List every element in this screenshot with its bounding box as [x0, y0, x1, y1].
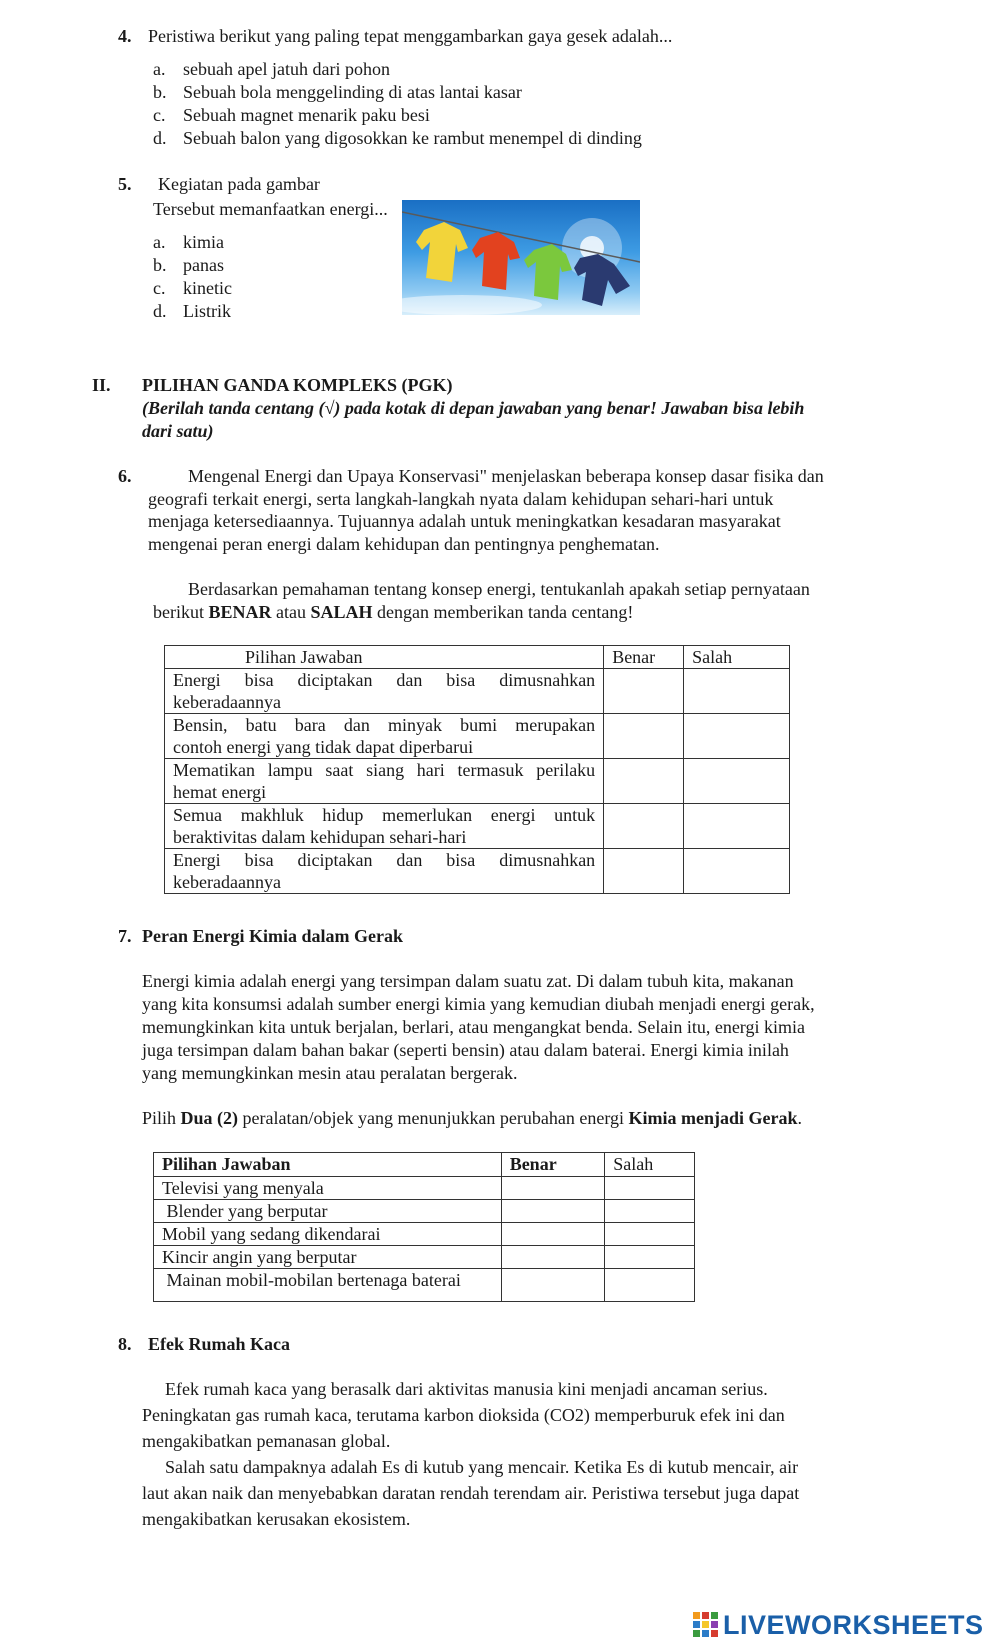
q7-answer-table: [153, 1152, 695, 1302]
liveworksheets-logo-icon: [693, 1612, 719, 1638]
header-benar: Benar: [501, 1153, 605, 1177]
header-benar: Benar: [604, 646, 684, 669]
q7-para-line4: juga tersimpan dalam bahan bakar (seperti bensin) atau dalam baterai. Energi kimia inilah: [142, 1040, 789, 1060]
header-salah: Salah: [605, 1153, 695, 1177]
q5-line1: Kegiatan pada gambar: [158, 174, 320, 194]
option-cell: Mobil yang sedang dikendarai: [154, 1223, 502, 1246]
q5-option-a: a. kimia: [153, 232, 224, 252]
salah-checkbox[interactable]: [684, 849, 790, 894]
benar-checkbox[interactable]: [501, 1177, 605, 1200]
section2-instruction-line1: (Berilah tanda centang (√) pada kotak di depan jawaban yang benar! Jawaban bisa lebih: [142, 398, 805, 418]
q6-number: 6.: [118, 466, 132, 486]
salah-checkbox[interactable]: [684, 669, 790, 714]
q8-para-line2: Peningkatan gas rumah kaca, terutama karbon dioksida (CO2) memperburuk efek ini dan: [142, 1405, 785, 1425]
statement-cell: Bensin, batu bara dan minyak bumi merupakan contoh energi yang tidak dapat diperbarui: [165, 714, 604, 759]
q8-number: 8.: [118, 1334, 132, 1354]
benar-checkbox[interactable]: [604, 714, 684, 759]
clothesline-illustration: [402, 200, 640, 315]
salah-checkbox[interactable]: [684, 804, 790, 849]
q7-para-line1: Energi kimia adalah energi yang tersimpan dalam suatu zat. Di dalam tubuh kita, makanan: [142, 971, 794, 991]
q4-option-d: d. Sebuah balon yang digosokkan ke rambut menempel di dinding: [153, 128, 642, 148]
table-row: [165, 759, 790, 804]
salah-checkbox[interactable]: [684, 714, 790, 759]
q5-option-d: d. Listrik: [153, 301, 231, 321]
option-cell: Kincir angin yang berputar: [154, 1246, 502, 1269]
liveworksheets-wordmark: LIVEWORKSHEETS: [723, 1609, 984, 1640]
q4-option-b: b. Sebuah bola menggelinding di atas lantai kasar: [153, 82, 522, 102]
table-row: [165, 849, 790, 894]
benar-checkbox[interactable]: [501, 1246, 605, 1269]
section2-instruction-line2: dari satu): [142, 421, 214, 441]
table-row: [154, 1177, 695, 1200]
table-row: [154, 1200, 695, 1223]
q4-question: Peristiwa berikut yang paling tepat menggambarkan gaya gesek adalah...: [148, 26, 673, 46]
q7-para-line5: yang memungkinkan mesin atau peralatan bergerak.: [142, 1063, 518, 1083]
table-header-row: [165, 646, 790, 669]
liveworksheets-logo[interactable]: [693, 1608, 984, 1642]
q5-option-b: b. panas: [153, 255, 224, 275]
section2-numeral: II.: [92, 375, 111, 395]
salah-checkbox[interactable]: [684, 759, 790, 804]
q6-para1-line3: menjaga ketersediaannya. Tujuannya adalah untuk meningkatkan kesadaran masyarakat: [148, 511, 781, 531]
salah-checkbox[interactable]: [605, 1177, 695, 1200]
q6-para2-line2: berikut BENAR atau SALAH dengan memberikan tanda centang!: [153, 602, 634, 622]
q5-option-c: c. kinetic: [153, 278, 232, 298]
q6-para1-line2: geografi terkait energi, serta langkah-langkah nyata dalam kehidupan sehari-hari untuk: [148, 489, 774, 509]
statement-cell: Energi bisa diciptakan dan bisa dimusnahkan keberadaannya: [165, 849, 604, 894]
option-cell: Televisi yang menyala: [154, 1177, 502, 1200]
q7-para-line2: yang kita konsumsi adalah sumber energi kimia yang kemudian diubah menjadi energi gerak,: [142, 994, 815, 1014]
table-row: [154, 1246, 695, 1269]
clothesline-photo: [402, 200, 640, 315]
q7-number: 7.: [118, 926, 132, 946]
q6-para1-line4: mengenai peran energi dalam kehidupan dan pentingnya penghematan.: [148, 534, 660, 554]
benar-checkbox[interactable]: [501, 1200, 605, 1223]
option-cell: Mainan mobil-mobilan bertenaga baterai: [154, 1269, 502, 1302]
benar-checkbox[interactable]: [604, 849, 684, 894]
table-row: [154, 1223, 695, 1246]
option-cell: Blender yang berputar: [154, 1200, 502, 1223]
q8-para-line5: laut akan naik dan menyebabkan daratan rendah terendam air. Peristiwa tersebut juga dapat: [142, 1483, 800, 1503]
q6-para2-line1: Berdasarkan pemahaman tentang konsep energi, tentukanlah apakah setiap pernyataan: [188, 579, 810, 599]
q8-para-line1: Efek rumah kaca yang berasalk dari aktivitas manusia kini menjadi ancaman serius.: [165, 1379, 768, 1399]
table-row: [165, 804, 790, 849]
q7-title: Peran Energi Kimia dalam Gerak: [142, 926, 403, 946]
benar-checkbox[interactable]: [501, 1223, 605, 1246]
q7-para-line3: memungkinkan kita untuk berjalan, berlari, atau mengangkat benda. Selain itu, energi kimia: [142, 1017, 805, 1037]
salah-checkbox[interactable]: [605, 1223, 695, 1246]
q8-para-line6: mengakibatkan kerusakan ekosistem.: [142, 1509, 411, 1529]
header-salah: Salah: [684, 646, 790, 669]
q4-number: 4.: [118, 26, 132, 46]
header-pilihan-jawaban: Pilihan Jawaban: [154, 1153, 502, 1177]
salah-checkbox[interactable]: [605, 1246, 695, 1269]
table-header-row: [154, 1153, 695, 1177]
q7-instruction: Pilih Dua (2) peralatan/objek yang menunjukkan perubahan energi Kimia menjadi Gerak.: [142, 1108, 803, 1128]
table-row: [165, 669, 790, 714]
salah-checkbox[interactable]: [605, 1269, 695, 1302]
q8-para-line4: Salah satu dampaknya adalah Es di kutub yang mencair. Ketika Es di kutub mencair, air: [165, 1457, 799, 1477]
q8-para-line3: mengakibatkan pemanasan global.: [142, 1431, 391, 1451]
benar-checkbox[interactable]: [604, 759, 684, 804]
q4-option-a: a. sebuah apel jatuh dari pohon: [153, 59, 390, 79]
q5-number: 5.: [118, 174, 132, 194]
benar-checkbox[interactable]: [501, 1269, 605, 1302]
benar-checkbox[interactable]: [604, 669, 684, 714]
statement-cell: Energi bisa diciptakan dan bisa dimusnahkan keberadaannya: [165, 669, 604, 714]
statement-cell: Mematikan lampu saat siang hari termasuk perilaku hemat energi: [165, 759, 604, 804]
q4-option-c: c. Sebuah magnet menarik paku besi: [153, 105, 430, 125]
section2-title: PILIHAN GANDA KOMPLEKS (PGK): [142, 375, 453, 395]
header-pilihan-jawaban: Pilihan Jawaban: [165, 646, 604, 669]
benar-checkbox[interactable]: [604, 804, 684, 849]
q5-line2: Tersebut memanfaatkan energi...: [153, 199, 388, 219]
statement-cell: Semua makhluk hidup memerlukan energi untuk beraktivitas dalam kehidupan sehari-hari: [165, 804, 604, 849]
q6-para1-line1: Mengenal Energi dan Upaya Konservasi" menjelaskan beberapa konsep dasar fisika dan: [188, 466, 824, 486]
q6-answer-table: [164, 645, 790, 894]
table-row: [165, 714, 790, 759]
salah-checkbox[interactable]: [605, 1200, 695, 1223]
q8-title: Efek Rumah Kaca: [148, 1334, 291, 1354]
table-row: [154, 1269, 695, 1302]
